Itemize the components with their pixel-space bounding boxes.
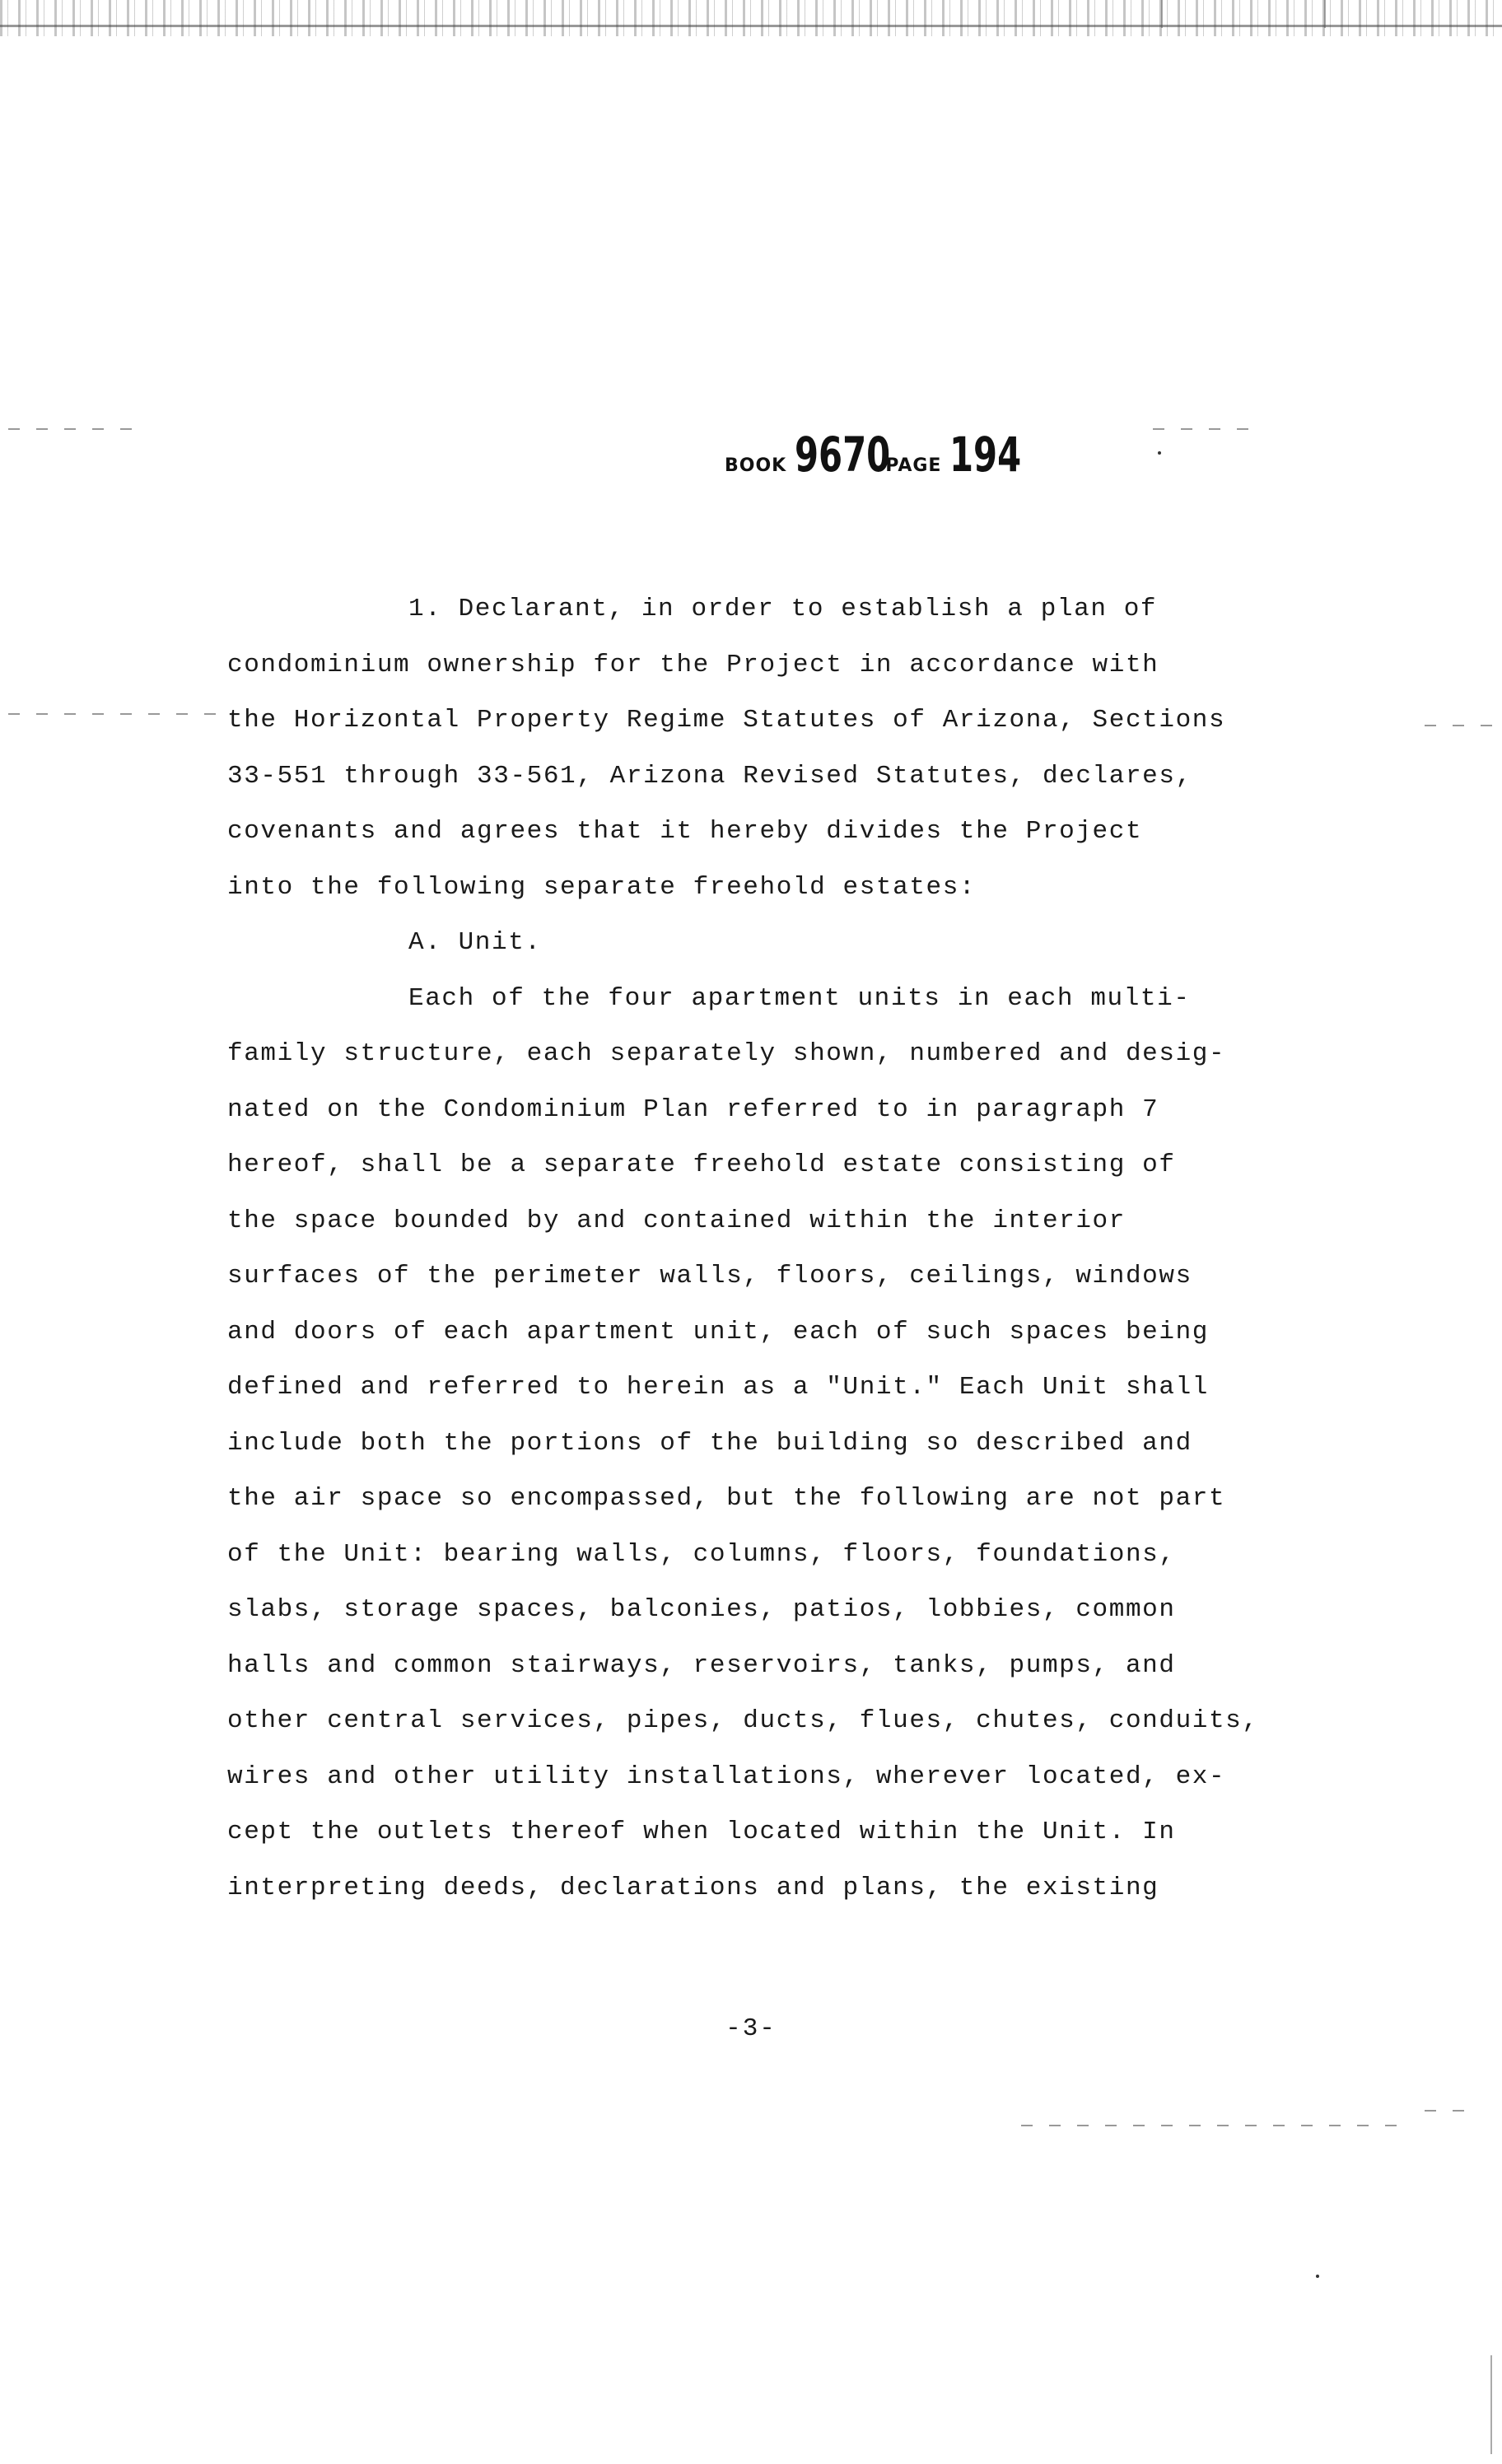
scan-noise-line (0, 25, 1502, 27)
paragraph-a-line-2: family structure, each separately shown, numbered and desig- (227, 1039, 1226, 1068)
scan-speck-2 (1316, 2275, 1319, 2278)
book-page-stamp (725, 427, 1024, 492)
scan-vline-1 (1161, 0, 1163, 28)
paragraph-a-line-17: interpreting deeds, declarations and plans, the existing (227, 1873, 1159, 1902)
page-number: -3- (725, 2014, 777, 2043)
paragraph-a-line-5: the space bounded by and contained within the interior (227, 1206, 1126, 1235)
paragraph-a-line-14: other central services, pipes, ducts, flues, chutes, conduits, (227, 1706, 1259, 1735)
scan-dash-left-2 (8, 713, 222, 715)
scan-speck-1 (1158, 451, 1161, 455)
section-heading-unit: A. Unit. (408, 928, 542, 957)
scan-noise-top (0, 0, 1502, 36)
scan-dash-right-1 (1153, 428, 1252, 430)
paragraph-a-line-8: defined and referred to herein as a "Unit." Each Unit shall (227, 1373, 1209, 1402)
paragraph-a-line-3: nated on the Condominium Plan referred to in paragraph 7 (227, 1094, 1159, 1124)
paragraph-1-line-3: the Horizontal Property Regime Statutes of Arizona, Sections (227, 706, 1226, 735)
paragraph-a-line-15: wires and other utility installations, wherever located, ex- (227, 1762, 1226, 1791)
scan-dash-right-2 (1425, 725, 1499, 726)
scan-dash-left-1 (8, 428, 148, 430)
paragraph-1-line-6: into the following separate freehold estates: (227, 872, 977, 902)
book-number: 9670 (795, 427, 891, 483)
stamp-page-number: 194 (949, 427, 1022, 483)
body-text (227, 581, 1298, 1916)
book-label: BOOK (725, 455, 787, 476)
paragraph-a-line-10: the air space so encompassed, but the following are not part (227, 1484, 1226, 1513)
scan-dash-bottom (1021, 2125, 1408, 2126)
paragraph-a-line-11: of the Unit: bearing walls, columns, floors, foundations, (227, 1539, 1176, 1569)
paragraph-a-line-9: include both the portions of the building so described and (227, 1428, 1192, 1458)
paragraph-a-line-4: hereof, shall be a separate freehold estate consisting of (227, 1150, 1176, 1179)
paragraph-a-line-6: surfaces of the perimeter walls, floors, ceilings, windows (227, 1262, 1192, 1290)
paragraph-1-line-4: 33-551 through 33-561, Arizona Revised Statutes, declares, (227, 761, 1192, 791)
page-label: PAGE (885, 455, 942, 476)
scan-vline-2 (1324, 0, 1326, 28)
paragraph-a-line-16: cept the outlets thereof when located within the Unit. In (227, 1818, 1176, 1846)
scan-vline-3 (1490, 2355, 1492, 2454)
paragraph-a-line-1: Each of the four apartment units in each multi- (408, 983, 1191, 1013)
scan-dash-right-3 (1425, 2110, 1474, 2112)
paragraph-a-line-7: and doors of each apartment unit, each of such spaces being (227, 1317, 1209, 1346)
paragraph-a-line-13: halls and common stairways, reservoirs, tanks, pumps, and (227, 1650, 1176, 1680)
paragraph-1-line-1: 1. Declarant, in order to establish a plan of (408, 595, 1158, 623)
paragraph-a-line-12: slabs, storage spaces, balconies, patios, lobbies, common (227, 1595, 1176, 1624)
paragraph-1-line-5: covenants and agrees that it hereby divides the Project (227, 817, 1143, 846)
paragraph-1-line-2: condominium ownership for the Project in accordance with (227, 650, 1159, 679)
